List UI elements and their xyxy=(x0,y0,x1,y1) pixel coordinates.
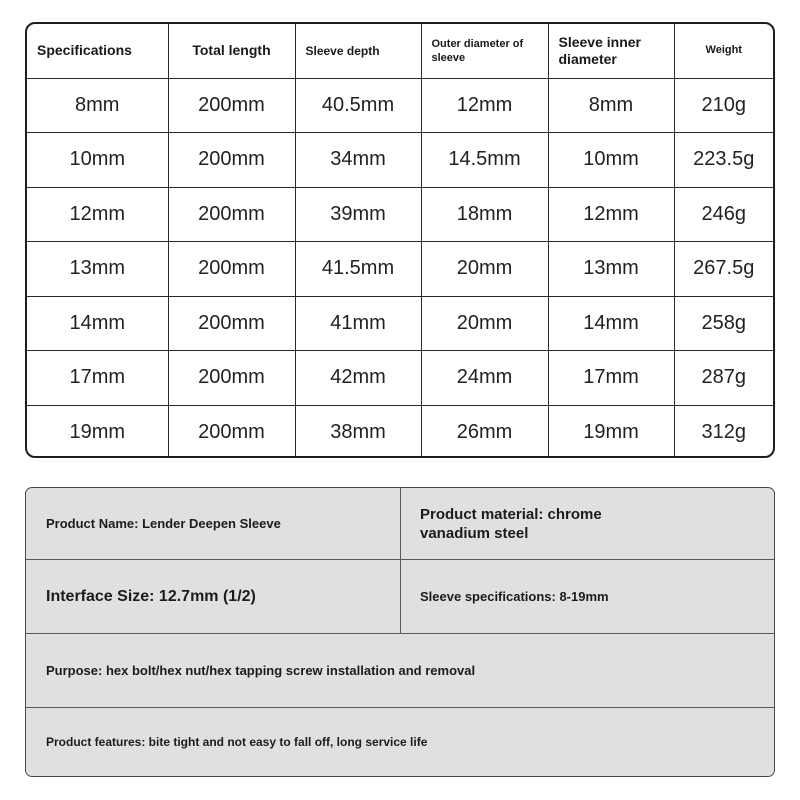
cell-inner-diameter: 14mm xyxy=(548,296,674,351)
cell-total-length: 200mm xyxy=(168,351,295,406)
cell-weight: 258g xyxy=(674,296,773,351)
product-features: Product features: bite tight and not easy to fall off, long service life xyxy=(46,735,428,749)
cell-inner-diameter: 12mm xyxy=(548,187,674,242)
cell-sleeve-depth: 41mm xyxy=(295,296,421,351)
product-name: Product Name: Lender Deepen Sleeve xyxy=(26,488,401,559)
cell-total-length: 200mm xyxy=(168,296,295,351)
info-row-name-material xyxy=(26,488,774,560)
table-row xyxy=(27,78,773,133)
cell-sleeve-depth: 41.5mm xyxy=(295,242,421,297)
table-header-row xyxy=(27,24,773,78)
cell-total-length: 200mm xyxy=(168,242,295,297)
info-row-features xyxy=(26,708,774,776)
cell-inner-diameter: 17mm xyxy=(548,351,674,406)
header-inner-diameter: Sleeve inner diameter xyxy=(548,24,674,78)
header-total-length: Total length xyxy=(168,24,295,78)
cell-weight: 210g xyxy=(674,78,773,133)
header-outer-diameter: Outer diameter of sleeve xyxy=(421,24,548,78)
product-material-text: Product material: chrome vanadium steel xyxy=(420,505,602,542)
cell-sleeve-depth: 42mm xyxy=(295,351,421,406)
table-row xyxy=(27,296,773,351)
cell-spec: 10mm xyxy=(27,133,168,188)
cell-weight: 287g xyxy=(674,351,773,406)
product-info-panel xyxy=(25,487,775,777)
cell-sleeve-depth: 34mm xyxy=(295,133,421,188)
product-material xyxy=(401,488,774,559)
cell-total-length: 200mm xyxy=(168,187,295,242)
cell-outer-diameter: 24mm xyxy=(421,351,548,406)
cell-sleeve-depth: 39mm xyxy=(295,187,421,242)
cell-inner-diameter: 19mm xyxy=(548,405,674,458)
cell-inner-diameter: 10mm xyxy=(548,133,674,188)
cell-outer-diameter: 12mm xyxy=(421,78,548,133)
table-row xyxy=(27,133,773,188)
cell-spec: 8mm xyxy=(27,78,168,133)
specifications-table xyxy=(25,22,775,458)
table-row xyxy=(27,242,773,297)
cell-weight: 246g xyxy=(674,187,773,242)
cell-total-length: 200mm xyxy=(168,78,295,133)
cell-spec: 14mm xyxy=(27,296,168,351)
cell-sleeve-depth: 40.5mm xyxy=(295,78,421,133)
cell-weight: 267.5g xyxy=(674,242,773,297)
cell-spec: 19mm xyxy=(27,405,168,458)
header-weight: Weight xyxy=(674,24,773,78)
header-specifications: Specifications xyxy=(27,24,168,78)
info-row-interface-spec xyxy=(26,560,774,634)
table-row xyxy=(27,351,773,406)
cell-inner-diameter: 13mm xyxy=(548,242,674,297)
cell-inner-diameter: 8mm xyxy=(548,78,674,133)
cell-outer-diameter: 26mm xyxy=(421,405,548,458)
header-sleeve-depth: Sleeve depth xyxy=(295,24,421,78)
cell-weight: 312g xyxy=(701,421,746,443)
cell-total-length: 200mm xyxy=(168,405,295,458)
info-row-purpose xyxy=(26,634,774,708)
cell-outer-diameter: 20mm xyxy=(421,296,548,351)
cell-outer-diameter: 18mm xyxy=(421,187,548,242)
cell-outer-diameter: 20mm xyxy=(421,242,548,297)
table-row xyxy=(27,405,773,458)
purpose: Purpose: hex bolt/hex nut/hex tapping screw installation and removal xyxy=(46,663,476,678)
cell-spec: 17mm xyxy=(27,351,168,406)
cell-total-length: 200mm xyxy=(168,133,295,188)
interface-size: Interface Size: 12.7mm (1/2) xyxy=(26,560,401,633)
cell-outer-diameter: 14.5mm xyxy=(421,133,548,188)
cell-weight: 223.5g xyxy=(674,133,773,188)
cell-sleeve-depth: 38mm xyxy=(295,405,421,458)
cell-spec: 12mm xyxy=(27,187,168,242)
sleeve-specifications: Sleeve specifications: 8-19mm xyxy=(420,589,609,604)
cell-spec: 13mm xyxy=(27,242,168,297)
table-row xyxy=(27,187,773,242)
